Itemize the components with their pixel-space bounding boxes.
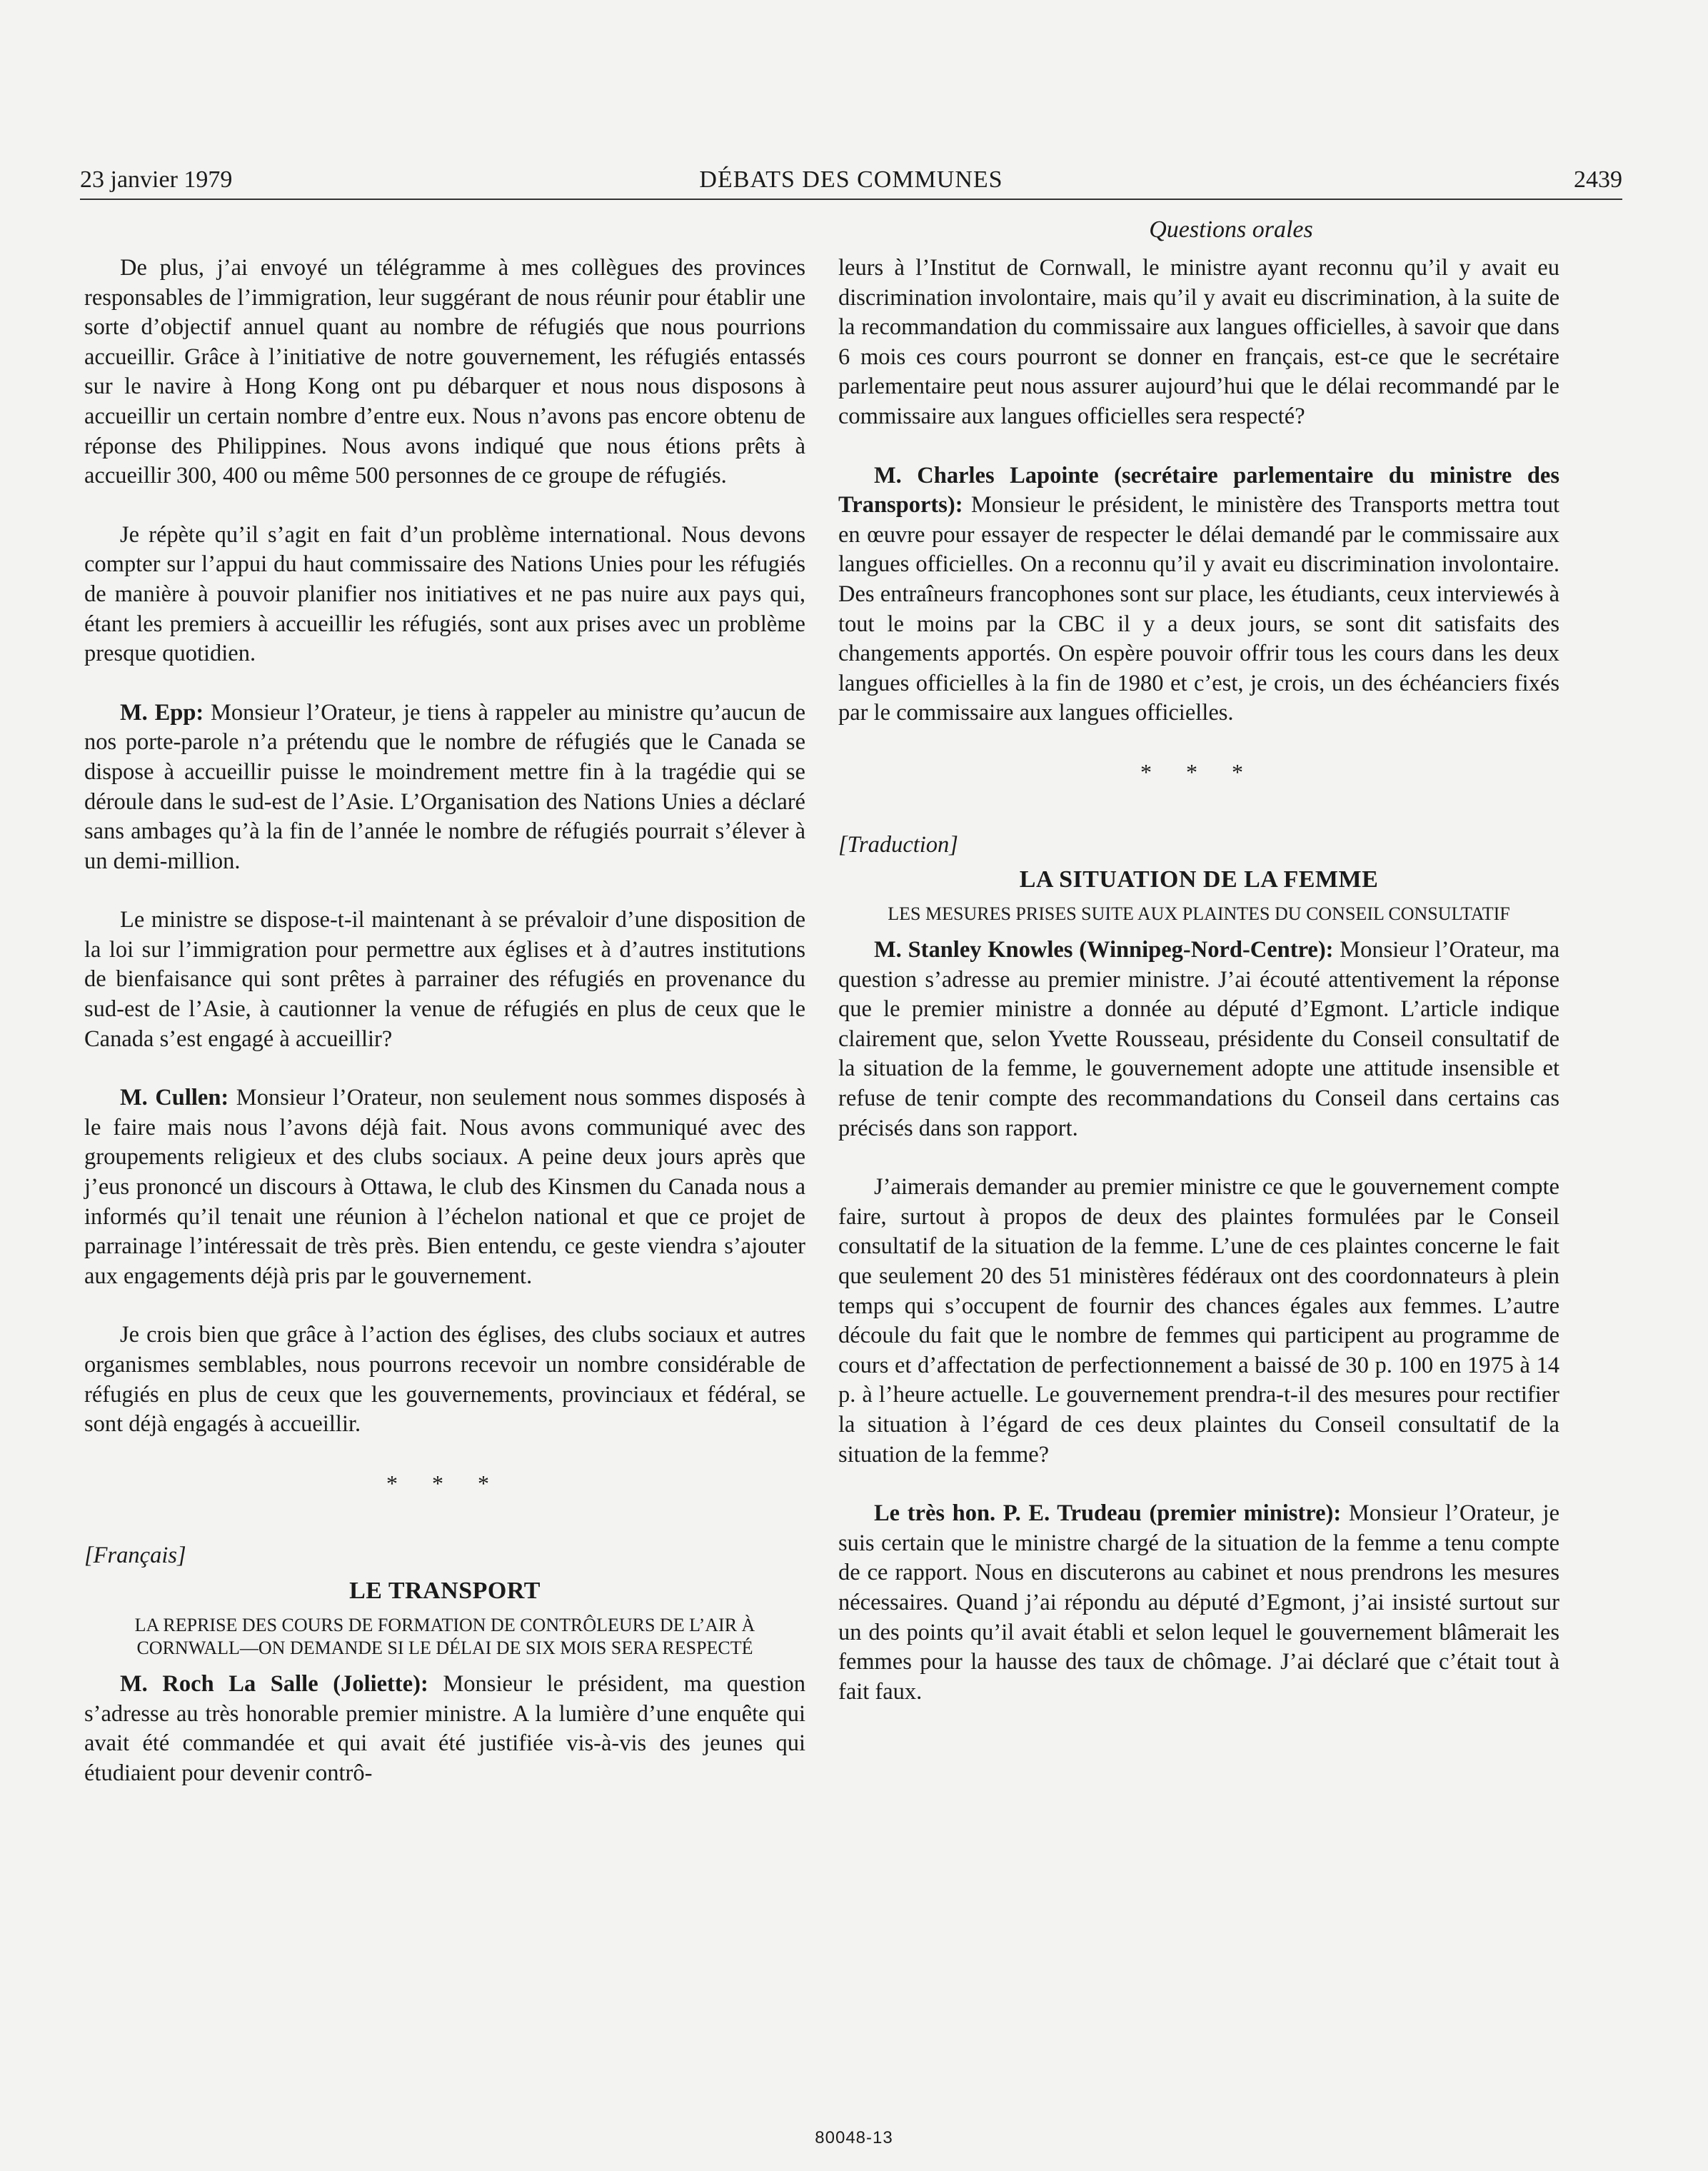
section-separator: * * *	[386, 1470, 503, 1496]
section-title: LA SITUATION DE LA FEMME	[1019, 866, 1379, 893]
paragraph	[84, 1670, 805, 1788]
section-title: LE TRANSPORT	[349, 1577, 541, 1604]
page-footer-code: 80048-13	[815, 2128, 893, 2147]
paragraph: Je répète qu’il s’agit en fait d’un problème international. Nous devons compter sur l’appui du haut commissaire des Nations Unies pour les réfugiés de manière à pouvoir planifier nos initiatives et ne pas nuire aux pays qui, étant les premiers à accueillir les réfugiés, sont aux prises avec un problème presque quotidien.	[84, 521, 805, 667]
paragraph: Le ministre se dispose-t-il maintenant à se prévaloir d’une disposition de la loi sur l’immigration pour permettre aux églises et à d’autres institutions de bienfaisance qui sont prêtes à parrainer des réfugiés en provenance du sud-est de l’Asie, à cautionner la venue de réfugiés en plus de ceux que le Canada s’est engagé à accueillir?	[84, 907, 805, 1052]
header-title: DÉBATS DES COMMUNES	[699, 166, 1003, 193]
running-header	[80, 161, 1622, 200]
speech-text: Monsieur l’Orateur, ma question s’adresse au premier ministre. J’ai écouté attentivement la réponse que le premier ministre a donnée au député d’Egmont. L’article indique clairement que, selon Yvette Rousseau, présidente du Conseil consultatif de la situation de la femme, le gouvernement adopte une attitude insensible et refuse de tenir compte des recommandations du Conseil dans certains cas précisés dans son rapport.	[838, 937, 1559, 1141]
left-column	[84, 254, 805, 1788]
language-tag: [Traduction]	[838, 831, 958, 858]
paragraph	[84, 698, 805, 877]
speaker-name: M. Stanley Knowles (Winnipeg-Nord-Centre):	[874, 937, 1334, 963]
speaker-name: M. Charles Lapointe (secrétaire parlementaire du ministre des Transports):	[838, 462, 1559, 518]
header-page-number: 2439	[1574, 166, 1622, 193]
section-separator: * * *	[1140, 758, 1257, 785]
speech-text: Monsieur le président, le ministère des Transports mettra tout en œuvre pour essayer de respecter le délai demandé par le commissaire aux langues officielles. On a reconnu qu’il y avait eu discrimination involontaire. Des entraîneurs francophones sont sur place, les étudiants, ceux interviewés à tout le moins par la CBC il y a deux jours, se sont dit satisfaits des changements apportés. On espère pouvoir offrir tous les cours dans les deux langues officielles à la fin de 1980 et c’est, je crois, un des échéanciers fixés par le commissaire aux langues officielles.	[838, 492, 1559, 726]
speaker-name: M. Cullen:	[120, 1085, 229, 1111]
subsection-title: LES MESURES PRISES SUITE AUX PLAINTES DU CONSEIL CONSULTATIF	[888, 903, 1510, 925]
paragraph	[84, 1083, 805, 1291]
header-date: 23 janvier 1979	[80, 166, 233, 193]
subsection-title: LA REPRISE DES COURS DE FORMATION DE CONTRÔLEURS DE L’AIR À CORNWALL—ON DEMANDE SI LE DÉLAI DE SIX MOIS SERA RESPECTÉ	[134, 1614, 755, 1658]
speech-text: Monsieur le président, ma question s’adresse au très honorable premier ministre. A la lumière d’une enquête qui avait été commandée et qui avait été justifiée vis-à-vis des jeunes qui étudiaient pour devenir contrô-	[84, 1670, 806, 1786]
language-tag: [Français]	[84, 1543, 186, 1569]
section-subheader: Questions orales	[1149, 216, 1313, 243]
speaker-name: M. Roch La Salle (Joliette):	[120, 1670, 428, 1697]
speech-text: Monsieur l’Orateur, je suis certain que le ministre chargé de la situation de la femme a tenu compte de ce rapport. Nous en discuterons au cabinet et nous prendrons les mesures nécessaires. Quand j’ai répondu au député d’Egmont, j’ai insisté surtout sur un des points qu’il avait établi et selon lequel le gouvernement blâmerait les femmes pour la hausse des taux de chômage. J’ai déclaré que c’était tout à fait faux.	[838, 1500, 1560, 1705]
right-column	[838, 254, 1559, 1707]
speech-text: Monsieur l’Orateur, non seulement nous sommes disposés à le faire mais nous l’avons déjà fait. Nous avons communiqué avec des groupements religieux et des clubs sociaux. A peine deux jours après que j’eus prononcé un discours à Ottawa, le club des Kinsmen du Canada nous a informés qu’il tenait une réunion à l’échelon national et que ce projet de parrainage l’intéressait de très près. Bien entendu, ce geste viendra s’ajouter aux engagements déjà pris par le gouvernement.	[84, 1085, 805, 1289]
speech-text: Monsieur l’Orateur, je tiens à rappeler au ministre qu’aucun de nos porte-parole n’a prétendu que le nombre de réfugiés que le Canada se dispose à accueillir puisse le moindrement mettre fin à la tragédie qui se déroule dans le sud-est de l’Asie. L’Organisation des Nations Unies a déclaré sans ambages qu’à la fin de l’année le nombre de réfugiés pourrait s’élever à un demi-million.	[84, 699, 805, 874]
paragraph	[838, 936, 1559, 1143]
speaker-name: M. Epp:	[120, 699, 204, 726]
paragraph: J’aimerais demander au premier ministre ce que le gouvernement compte faire, surtout à propos de deux des plaintes formulées par le Conseil consultatif de la situation de la femme. L’une de ces plaintes concerne le fait que seulement 20 des 51 ministères fédéraux ont des coordonnateurs à plein temps qui s’occupent de fournir des chances égales aux femmes. L’autre découle du fait que le nombre de femmes qui participent au programme de cours et d’affectation de perfectionnement a baissé de 30 p. 100 en 1975 à 14 p. à l’heure actuelle. Le gouvernement prendra-t-il des mesures pour rectifier la situation à l’égard de ces deux plaintes du Conseil consultatif de la situation de la femme?	[838, 1174, 1559, 1468]
paragraph	[838, 461, 1559, 728]
paragraph	[838, 1499, 1559, 1707]
paragraph: leurs à l’Institut de Cornwall, le ministre ayant reconnu qu’il y avait eu discrimination involontaire, mais qu’il y avait eu discrimination, à la suite de la recommandation du commissaire aux langues officielles, à savoir que dans 6 mois ces cours pourront se donner en français, est-ce que le secrétaire parlementaire peut nous assurer aujourd’hui que le délai recommandé par le commissaire aux langues officielles sera respecté?	[838, 255, 1559, 429]
paragraph: De plus, j’ai envoyé un télégramme à mes collègues des provinces responsables de l’immigration, leur suggérant de nous réunir pour établir une sorte d’objectif annuel quant au nombre de réfugiés que nous pourrions accueillir. Grâce à l’initiative de notre gouvernement, les réfugiés entassés sur le navire à Hong Kong ont pu débarquer et nous nous disposons à accueillir un certain nombre d’entre eux. Nous n’avons pas encore obtenu de réponse des Philippines. Nous avons indiqué que nous étions prêts à accueillir 300, 400 ou même 500 personnes de ce groupe de réfugiés.	[84, 255, 805, 489]
paragraph: Je crois bien que grâce à l’action des églises, des clubs sociaux et autres organismes semblables, nous pourrons recevoir un nombre considérable de réfugiés en plus de ceux que les gouvernements, provinciaux et fédéral, se sont déjà engagés à accueillir.	[84, 1322, 805, 1438]
speaker-name: Le très hon. P. E. Trudeau (premier ministre):	[874, 1500, 1342, 1527]
